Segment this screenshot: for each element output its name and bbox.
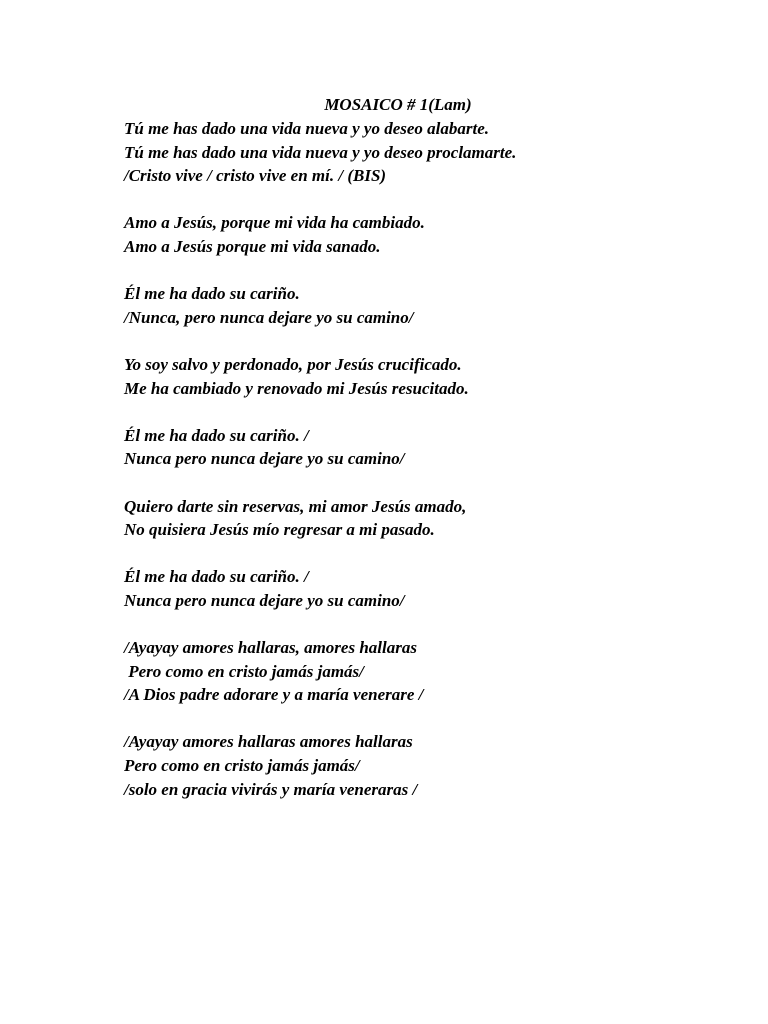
lyric-line: Él me ha dado su cariño. / [124,425,309,445]
stanza-8 [124,636,744,707]
lyric-line: Él me ha dado su cariño. [124,284,300,304]
page-title: MOSAICO # 1(Lam) [324,95,472,114]
lyric-line: Tú me has dado una vida nueva y yo deseo alabarte. [124,119,490,138]
lyric-line: /Cristo vive / cristo vive en mí. / (BIS) [124,166,387,186]
stanza-7 [124,565,744,612]
lyric-line: Pero como en cristo jamás jamás/ [124,661,364,681]
lyric-line: Tú me has dado una vida nueva y yo deseo proclamarte. [124,142,517,162]
stanza-4 [124,353,744,400]
lyric-line: /A Dios padre adorare y a maría venerare / [124,685,424,705]
lyric-line: /Nunca, pero nunca dejare yo su camino/ [124,307,414,327]
lyric-line: /solo en gracia vivirás y maría veneraras / [124,779,418,799]
lyric-line: Pero como en cristo jamás jamás/ [124,756,360,776]
lyric-line: Amo a Jesús, porque mi vida ha cambiado. [124,213,425,233]
lyric-line: Nunca pero nunca dejare yo su camino/ [124,449,405,469]
stanza-1 [124,117,744,188]
lyric-line: Me ha cambiado y renovado mi Jesús resucitado. [124,378,469,398]
lyric-line: /Ayayay amores hallaras, amores hallaras [124,638,417,658]
stanza-2 [124,211,744,258]
lyric-line: Él me ha dado su cariño. / [124,567,309,587]
stanza-9 [124,730,744,801]
lyric-line: No quisiera Jesús mío regresar a mi pasado. [124,520,435,540]
lyric-line: Quiero darte sin reservas, mi amor Jesús amado, [124,496,467,516]
lyric-line: Yo soy salvo y perdonado, por Jesús crucificado. [124,354,462,374]
lyrics-body [124,117,744,825]
stanza-3 [124,282,744,329]
stanza-6 [124,495,744,542]
lyric-line: Nunca pero nunca dejare yo su camino/ [124,590,405,610]
lyric-line: /Ayayay amores hallaras amores hallaras [124,732,413,752]
lyric-line: Amo a Jesús porque mi vida sanado. [124,236,381,256]
stanza-5 [124,424,744,471]
